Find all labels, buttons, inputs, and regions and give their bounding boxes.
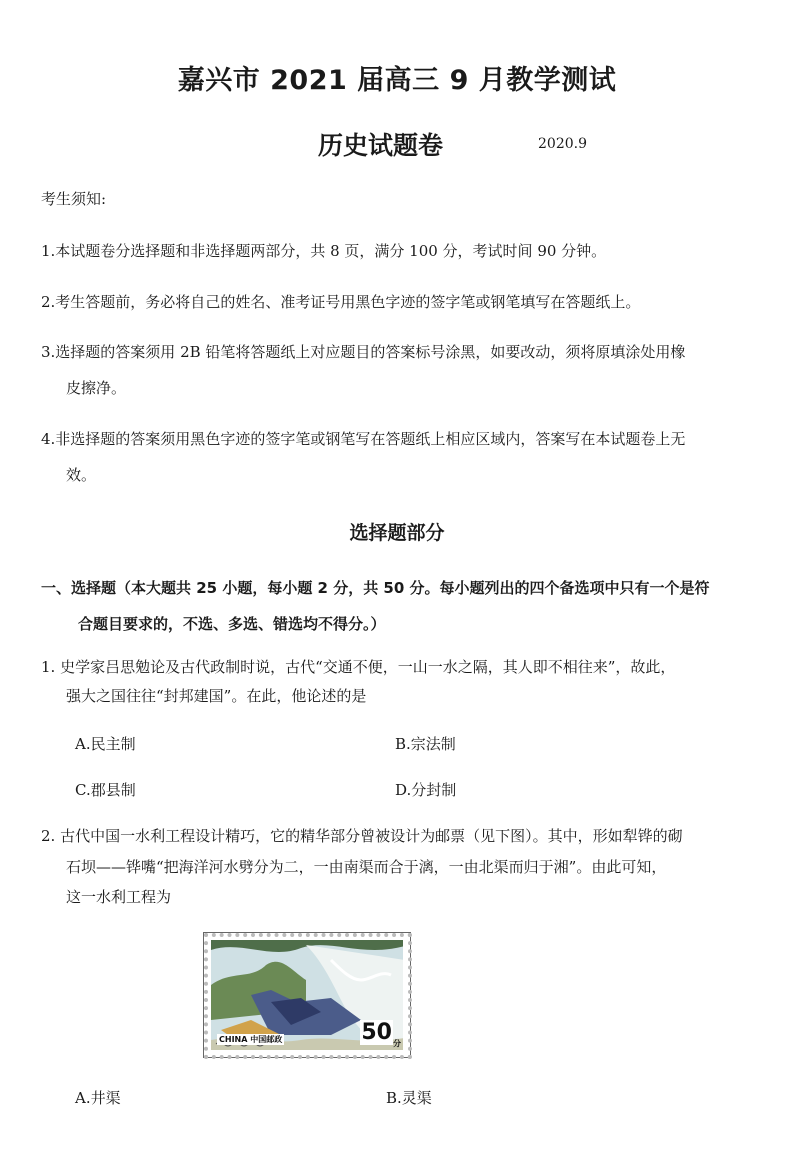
q2-option-b: B.灵渠	[386, 1089, 432, 1107]
question-2-text-cont2: 这一水利工程为	[66, 888, 172, 906]
question-2-text: 2. 古代中国一水利工程设计精巧，它的精华部分曾被设计为邮票（见下图）。其中，形如犁铧的砌	[41, 827, 683, 845]
exam-subtitle: 历史试题卷	[318, 131, 444, 160]
postage-stamp-image	[203, 932, 411, 1058]
notice-item-4: 4.非选择题的答案须用黑色字迹的签字笔或钢笔写在答题纸上相应区域内，答案写在本试题卷上无	[41, 430, 686, 448]
section-instruction: 一、选择题（本大题共 25 小题，每小题 2 分，共 50 分。每小题列出的四个备选项中只有一个是符	[41, 579, 710, 597]
notice-item-2: 2.考生答题前，务必将自己的姓名、准考证号用黑色字迹的签字笔或钢笔填写在答题纸上。	[41, 293, 641, 311]
stamp-value: 50	[361, 1020, 392, 1045]
notice-item-3: 3.选择题的答案须用 2B 铅笔将答题纸上对应题目的答案标号涂黑，如要改动，须将原填涂处用橡	[41, 343, 686, 361]
exam-date: 2020.9	[538, 136, 587, 152]
exam-title: 嘉兴市 2021 届高三 9 月教学测试	[177, 65, 617, 96]
notice-heading: 考生须知:	[41, 190, 107, 208]
section-instruction-cont: 合题目要求的，不选、多选、错选均不得分。）	[78, 615, 386, 633]
q2-option-a: A.井渠	[75, 1089, 121, 1107]
notice-item-4-cont: 效。	[66, 466, 97, 484]
q1-option-d: D.分封制	[395, 781, 457, 799]
notice-item-3-cont: 皮擦净。	[66, 379, 127, 397]
stamp-brand: CHINA 中国邮政	[219, 1035, 283, 1044]
stamp-unit: 分	[393, 1039, 401, 1048]
q1-option-b: B.宗法制	[395, 735, 456, 753]
section-title: 选择题部分	[349, 522, 445, 544]
question-1-text-cont: 强大之国往往“封邦建国”。在此，他论述的是	[66, 687, 367, 705]
notice-item-1: 1.本试题卷分选择题和非选择题两部分，共 8 页，满分 100 分，考试时间 90 分钟。	[41, 242, 607, 260]
question-1-text: 1. 史学家吕思勉论及古代政制时说，古代“交通不便，一山一水之隔，其人即不相往来”，故此，	[41, 658, 676, 676]
q1-option-c: C.郡县制	[75, 781, 136, 799]
q1-option-a: A.民主制	[75, 735, 136, 753]
question-2-text-cont: 石坝——铧嘴“把海洋河水劈分为二，一由南渠而合于漓，一由北渠而归于湘”。由此可知，	[66, 858, 667, 876]
